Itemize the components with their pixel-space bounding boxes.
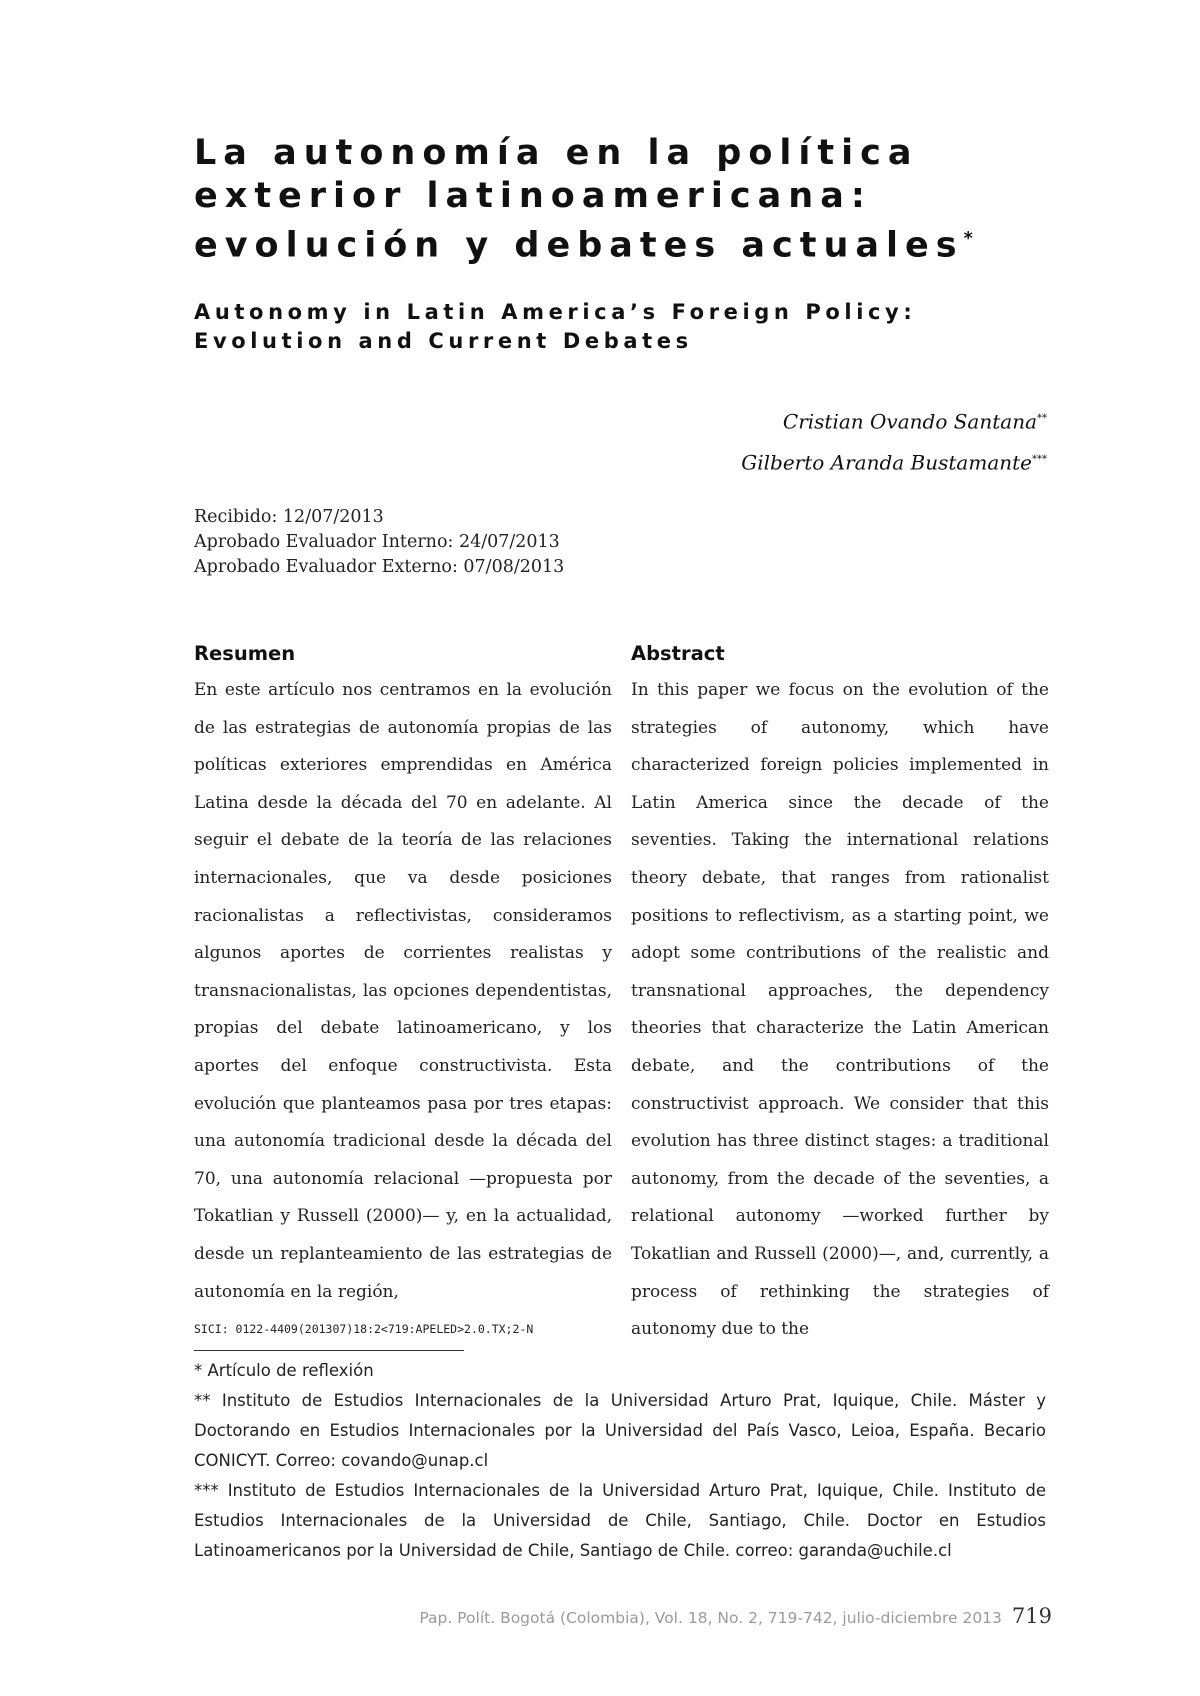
date-internal-review: Aprobado Evaluador Interno: 24/07/2013 <box>194 532 560 552</box>
article-title <box>194 132 1014 268</box>
subtitle-line-1: Autonomy in Latin America’s Foreign Policy: <box>194 300 917 324</box>
subtitle-line-2: Evolution and Current Debates <box>194 329 693 353</box>
title-line-1: La autonomía en la política <box>194 133 919 173</box>
title-line-3-text: evolución y debates actuales <box>194 225 964 266</box>
page-number: 719 <box>1011 1604 1052 1628</box>
title-footnote-mark: * <box>963 229 973 249</box>
footnote-divider <box>194 1350 464 1351</box>
author-1-name: Cristian Ovando Santana <box>782 409 1037 434</box>
author-2 <box>741 441 1047 482</box>
author-2-name: Gilberto Aranda Bustamante <box>741 450 1032 475</box>
page-footer <box>419 1604 1052 1628</box>
resumen-heading: Resumen <box>194 642 296 665</box>
abstract-heading: Abstract <box>631 642 725 665</box>
footnote-1: * Artículo de reflexión <box>194 1361 374 1380</box>
journal-reference: Pap. Polít. Bogotá (Colombia), Vol. 18, No. 2, 719-742, julio-diciembre 2013 <box>419 1609 1002 1627</box>
resumen-text: En este artículo nos centramos en la evolución de las estrategias de autonomía propias de las políticas exteriores emprendidas en América Latina desde la década del 70 en adelante. Al seguir el debate de la teoría de las relaciones internacionales, que va desde posiciones racionalistas a reflectivistas, consideramos algunos aportes de corrientes realistas y transnacionalistas, las opciones dependentistas, propias del debate latinoamericano, y los aportes del enfoque constructivista. Esta evolución que planteamos pasa por tres etapas: una autonomía tradicional desde la década del 70, una autonomía relacional —propuesta por Tokatlian y Russell (2000)— y, en la actualidad, desde un replanteamiento de las estrategias de autonomía en la región, <box>194 680 612 1302</box>
abstract-text: In this paper we focus on the evolution of the strategies of autonomy, which have characterized foreign policies implemented in Latin America since the decade of the seventies. Taking the international relations theory debate, that ranges from rationalist positions to reflectivism, as a starting point, we adopt some contributions of the realistic and transnational approaches, the dependency theories that characterize the Latin American debate, and the contributions of the constructivist approach. We consider that this evolution has three distinct stages: a traditional autonomy, from the decade of the seventies, a relational autonomy —worked further by Tokatlian and Russell (2000)—, and, currently, a process of rethinking the strategies of autonomy due to the <box>631 680 1049 1340</box>
article-subtitle <box>194 298 1034 356</box>
author-1 <box>741 400 1047 441</box>
footnote-2: ** Instituto de Estudios Internacionales de la Universidad Arturo Prat, Iquique, Chile. Máster y Doctorando en Estudios Internacionales por la Universidad del País Vasco, Leioa, España. Becario CONICYT. Correo: covando@unap.cl <box>194 1391 1046 1470</box>
title-line-2: exterior latinoamericana: <box>194 176 872 216</box>
author-1-footnote-mark: ** <box>1037 413 1047 424</box>
footnote-3: *** Instituto de Estudios Internacionales de la Universidad Arturo Prat, Iquique, Chile. Instituto de Estudios Internacionales de la Universidad de Chile, Santiago, Chile. Doctor en Estudios Latinoamericanos por la Universidad de Chile, Santiago de Chile. correo: garanda@uchile.cl <box>194 1481 1046 1560</box>
sici-code: SICI: 0122-4409(201307)18:2<719:APELED>2.0.TX;2-N <box>194 1322 534 1336</box>
submission-dates <box>194 505 564 580</box>
author-list <box>741 400 1047 481</box>
date-received: Recibido: 12/07/2013 <box>194 507 384 527</box>
footnotes <box>194 1356 1046 1566</box>
resumen-section <box>194 640 612 1311</box>
abstract-section <box>631 640 1049 1349</box>
title-line-3 <box>194 218 1014 268</box>
author-2-footnote-mark: *** <box>1032 453 1047 465</box>
date-external-review: Aprobado Evaluador Externo: 07/08/2013 <box>194 557 565 577</box>
